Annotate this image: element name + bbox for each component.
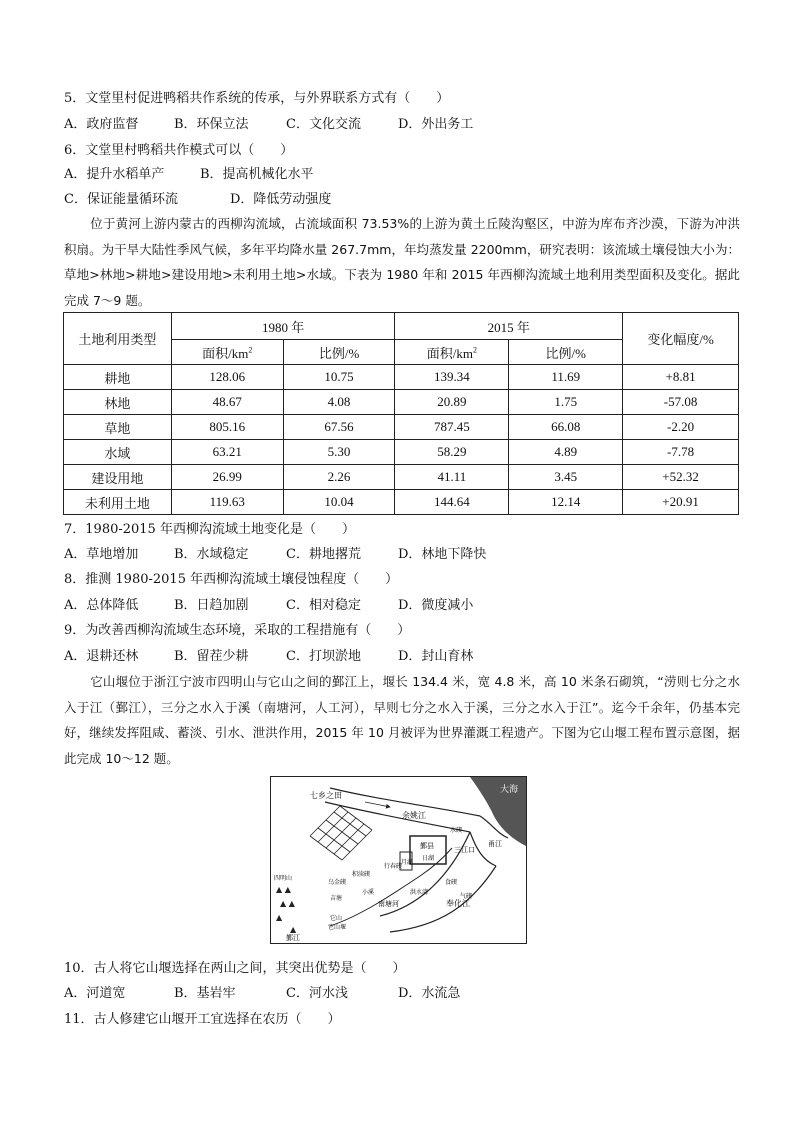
q5-option-c[interactable]: C．文化交流 <box>286 117 361 132</box>
tashanyan-map <box>270 776 527 944</box>
header-area-1980: 面积$/km^2$ <box>171 340 283 365</box>
header-area-2015: 面积$/km^2$ <box>395 340 509 365</box>
land-use-table <box>63 312 739 515</box>
value-cell: -7.78 <box>623 440 739 465</box>
q10-option-c[interactable]: C．河水浅 <box>286 986 348 1001</box>
value-cell: 4.08 <box>283 390 395 415</box>
value-cell: 144.64 <box>395 490 509 515</box>
q9-stem: 9．为改善西柳沟流域生态环境，采取的工程措施有（ ） <box>64 623 411 638</box>
value-cell: 128.06 <box>171 365 283 390</box>
value-cell: 3.45 <box>509 465 623 490</box>
q9-option-a[interactable]: A．退耕还林 <box>64 649 139 664</box>
land-type-cell: 耕地 <box>64 365 172 390</box>
map-label-sluice3: 气碶 <box>460 893 473 900</box>
map-label-hong: 洪水湾 <box>410 889 429 896</box>
q5-stem: 5．文堂里村促进鸭稻共作系统的传承，与外界联系方式有（ ） <box>64 91 450 106</box>
map-label-wujin: 乌金碶 <box>328 879 347 886</box>
q8-stem: 8．推测 1980-2015 年西柳沟流域土壤侵蚀程度（ ） <box>64 572 399 587</box>
map-label-yuyao: 余姚江 <box>402 811 426 820</box>
map-label-sluice2: 食碶 <box>445 879 458 886</box>
table-row <box>64 440 739 465</box>
value-cell: +8.81 <box>623 365 739 390</box>
land-type-cell: 草地 <box>64 415 172 440</box>
land-type-cell: 水域 <box>64 440 172 465</box>
value-cell: 48.67 <box>171 390 283 415</box>
map-label-sea: 大海 <box>500 785 519 795</box>
header-land-type: 土地利用类型 <box>64 313 172 365</box>
q10-option-d[interactable]: D．水流急 <box>398 986 461 1001</box>
table-row <box>64 415 739 440</box>
value-cell: 67.56 <box>283 415 395 440</box>
value-cell: 139.34 <box>395 365 509 390</box>
map-label-tashanyan: 它山堰 <box>328 924 347 931</box>
q8-option-c[interactable]: C．相对稳定 <box>286 598 361 613</box>
map-label-xiaoxi: 小溪 <box>362 889 375 896</box>
q5-option-a[interactable]: A．政府监督 <box>64 117 139 132</box>
header-change: 变化幅度/% <box>623 313 739 365</box>
map-label-fenghua: 奉化江 <box>446 899 470 908</box>
q7-options <box>64 546 486 564</box>
q7-option-d[interactable]: D．林地下降快 <box>398 547 487 562</box>
map-label-lake-yue: 月湖 <box>401 859 414 866</box>
land-type-cell: 林地 <box>64 390 172 415</box>
land-type-cell: 建设用地 <box>64 465 172 490</box>
table-body <box>64 365 739 515</box>
q8-options <box>64 597 473 615</box>
header-ratio-2015: 比例/% <box>509 340 623 365</box>
q10-option-b[interactable]: B．基岩牢 <box>174 986 236 1001</box>
value-cell: 11.69 <box>509 365 623 390</box>
map-label-yong: 甬江 <box>488 840 502 848</box>
svg-text:▲: ▲ <box>290 925 297 934</box>
q7-option-a[interactable]: A．草地增加 <box>64 547 139 562</box>
q9-option-d[interactable]: D．封山育林 <box>398 649 474 664</box>
map-label-jishan: 积渎碶 <box>352 871 371 878</box>
value-cell: 119.63 <box>171 490 283 515</box>
map-label-xingchun: 行春碶 <box>384 863 403 870</box>
q6-options-row2 <box>64 191 331 209</box>
passage-xiliugou-text: 位于黄河上游内蒙古的西柳沟流域，占流域面积 73.53%的上游为黄土丘陵沟壑区，中游为库布齐沙漠，下游为冲洪积扇。为干旱大陆性季风气候，多年平均降水量 267.7mm，年均蒸发量 2200mm，研究表明：该流域土壤侵蚀大小为：草地>林地>耕地>建设用地>未利用土地>水域。下表为 1980 年和 2015 年西柳沟流域土地利用类型面积及变化。据此完成 7～9 题。 <box>64 216 740 308</box>
q6-option-c[interactable]: C．保证能量循环流 <box>64 192 178 207</box>
q6-stem: 6．文堂里村鸭稻共作模式可以（ ） <box>64 143 294 158</box>
value-cell: 26.99 <box>171 465 283 490</box>
header-year-1980: 1980 年 <box>171 313 395 340</box>
q9-options <box>64 648 473 666</box>
table-row <box>64 390 739 415</box>
value-cell: 41.11 <box>395 465 509 490</box>
land-type-cell: 未利用土地 <box>64 490 172 515</box>
table-row <box>64 365 739 390</box>
map-label-yinjiang: 鄞江 <box>286 934 300 942</box>
value-cell: 2.26 <box>283 465 395 490</box>
value-cell: 787.45 <box>395 415 509 440</box>
q9-option-b[interactable]: B．留茬少耕 <box>174 649 249 664</box>
value-cell: 58.29 <box>395 440 509 465</box>
svg-text:▲: ▲ <box>276 913 283 922</box>
value-cell: 4.89 <box>509 440 623 465</box>
table-row <box>64 465 739 490</box>
svg-text:▲ ▲: ▲ ▲ <box>280 899 295 908</box>
q10-option-a[interactable]: A．河道宽 <box>64 986 126 1001</box>
map-label-nantang: 南塘河 <box>378 900 399 908</box>
q5-option-b[interactable]: B．环保立法 <box>174 117 249 132</box>
q6-option-a[interactable]: A．提升水稻单产 <box>64 167 165 182</box>
q6-option-b[interactable]: B．提高机械化水平 <box>200 167 314 182</box>
q5-option-d[interactable]: D．外出务工 <box>398 117 474 132</box>
value-cell: -2.20 <box>623 415 739 440</box>
value-cell: 66.08 <box>509 415 623 440</box>
map-label-tashan: 它山 <box>330 915 343 922</box>
map-label-lake-ri: 日湖 <box>422 855 435 862</box>
q7-stem: 7．1980-2015 年西柳沟流域土地变化是（ ） <box>64 522 355 537</box>
value-cell: 10.75 <box>283 365 395 390</box>
value-cell: +52.32 <box>623 465 739 490</box>
value-cell: -57.08 <box>623 390 739 415</box>
q8-option-a[interactable]: A．总体降低 <box>64 598 139 613</box>
q8-option-b[interactable]: B．日趋加剧 <box>174 598 249 613</box>
value-cell: 1.75 <box>509 390 623 415</box>
q6-options-row1 <box>64 166 314 184</box>
map-label-sluice1: 水碶 <box>450 827 463 834</box>
value-cell: 10.04 <box>283 490 395 515</box>
q11-stem: 11．古人修建它山堰开工宜选择在农历（ ） <box>64 1012 341 1027</box>
header-year-2015: 2015 年 <box>395 313 623 340</box>
map-label-county: 鄞县 <box>420 842 434 850</box>
q10-stem: 10．古人将它山堰选择在两山之间，其突出优势是（ ） <box>64 961 406 976</box>
value-cell: 12.14 <box>509 490 623 515</box>
value-cell: +20.91 <box>623 490 739 515</box>
passage-xiliugou <box>64 211 740 313</box>
q7-option-c[interactable]: C．耕地撂荒 <box>286 547 361 562</box>
q5-options <box>64 116 473 134</box>
passage-tashanyan <box>64 669 740 771</box>
q8-option-d[interactable]: D．微度减小 <box>398 598 474 613</box>
q9-option-c[interactable]: C．打坝淤地 <box>286 649 361 664</box>
value-cell: 63.21 <box>171 440 283 465</box>
q7-option-b[interactable]: B．水域稳定 <box>174 547 249 562</box>
map-label-sanjiangkou: 三江口 <box>454 846 475 854</box>
svg-text:▲ ▲: ▲ ▲ <box>276 885 291 894</box>
map-label-jibei: 吉塘 <box>330 895 343 902</box>
value-cell: 5.30 <box>283 440 395 465</box>
passage-tashanyan-text: 它山堰位于浙江宁波市四明山与它山之间的鄞江上，堰长 134.4 米，宽 4.8 米，高 10 米条石砌筑，“涝则七分之水入于江（鄞江），三分之水入于溪（南塘河，人工河），早则七分之水入于溪，三分之水入于江”。迄今千余年，仍基本完好，继续发挥阻咸、蓄淡、引水、泄洪作用，2015 年 10 月被评为世界灌溉工程遗产。下图为它山堰工程布置示意图，据此完成 10～12 题。 <box>64 674 740 766</box>
map-label-fields: 七乡之田 <box>310 791 342 800</box>
map-label-siming: 四明山 <box>274 875 293 882</box>
value-cell: 805.16 <box>171 415 283 440</box>
q6-option-d[interactable]: D．降低劳动强度 <box>230 192 332 207</box>
value-cell: 20.89 <box>395 390 509 415</box>
q10-options <box>64 985 460 1003</box>
table-row <box>64 490 739 515</box>
header-ratio-1980: 比例/% <box>283 340 395 365</box>
